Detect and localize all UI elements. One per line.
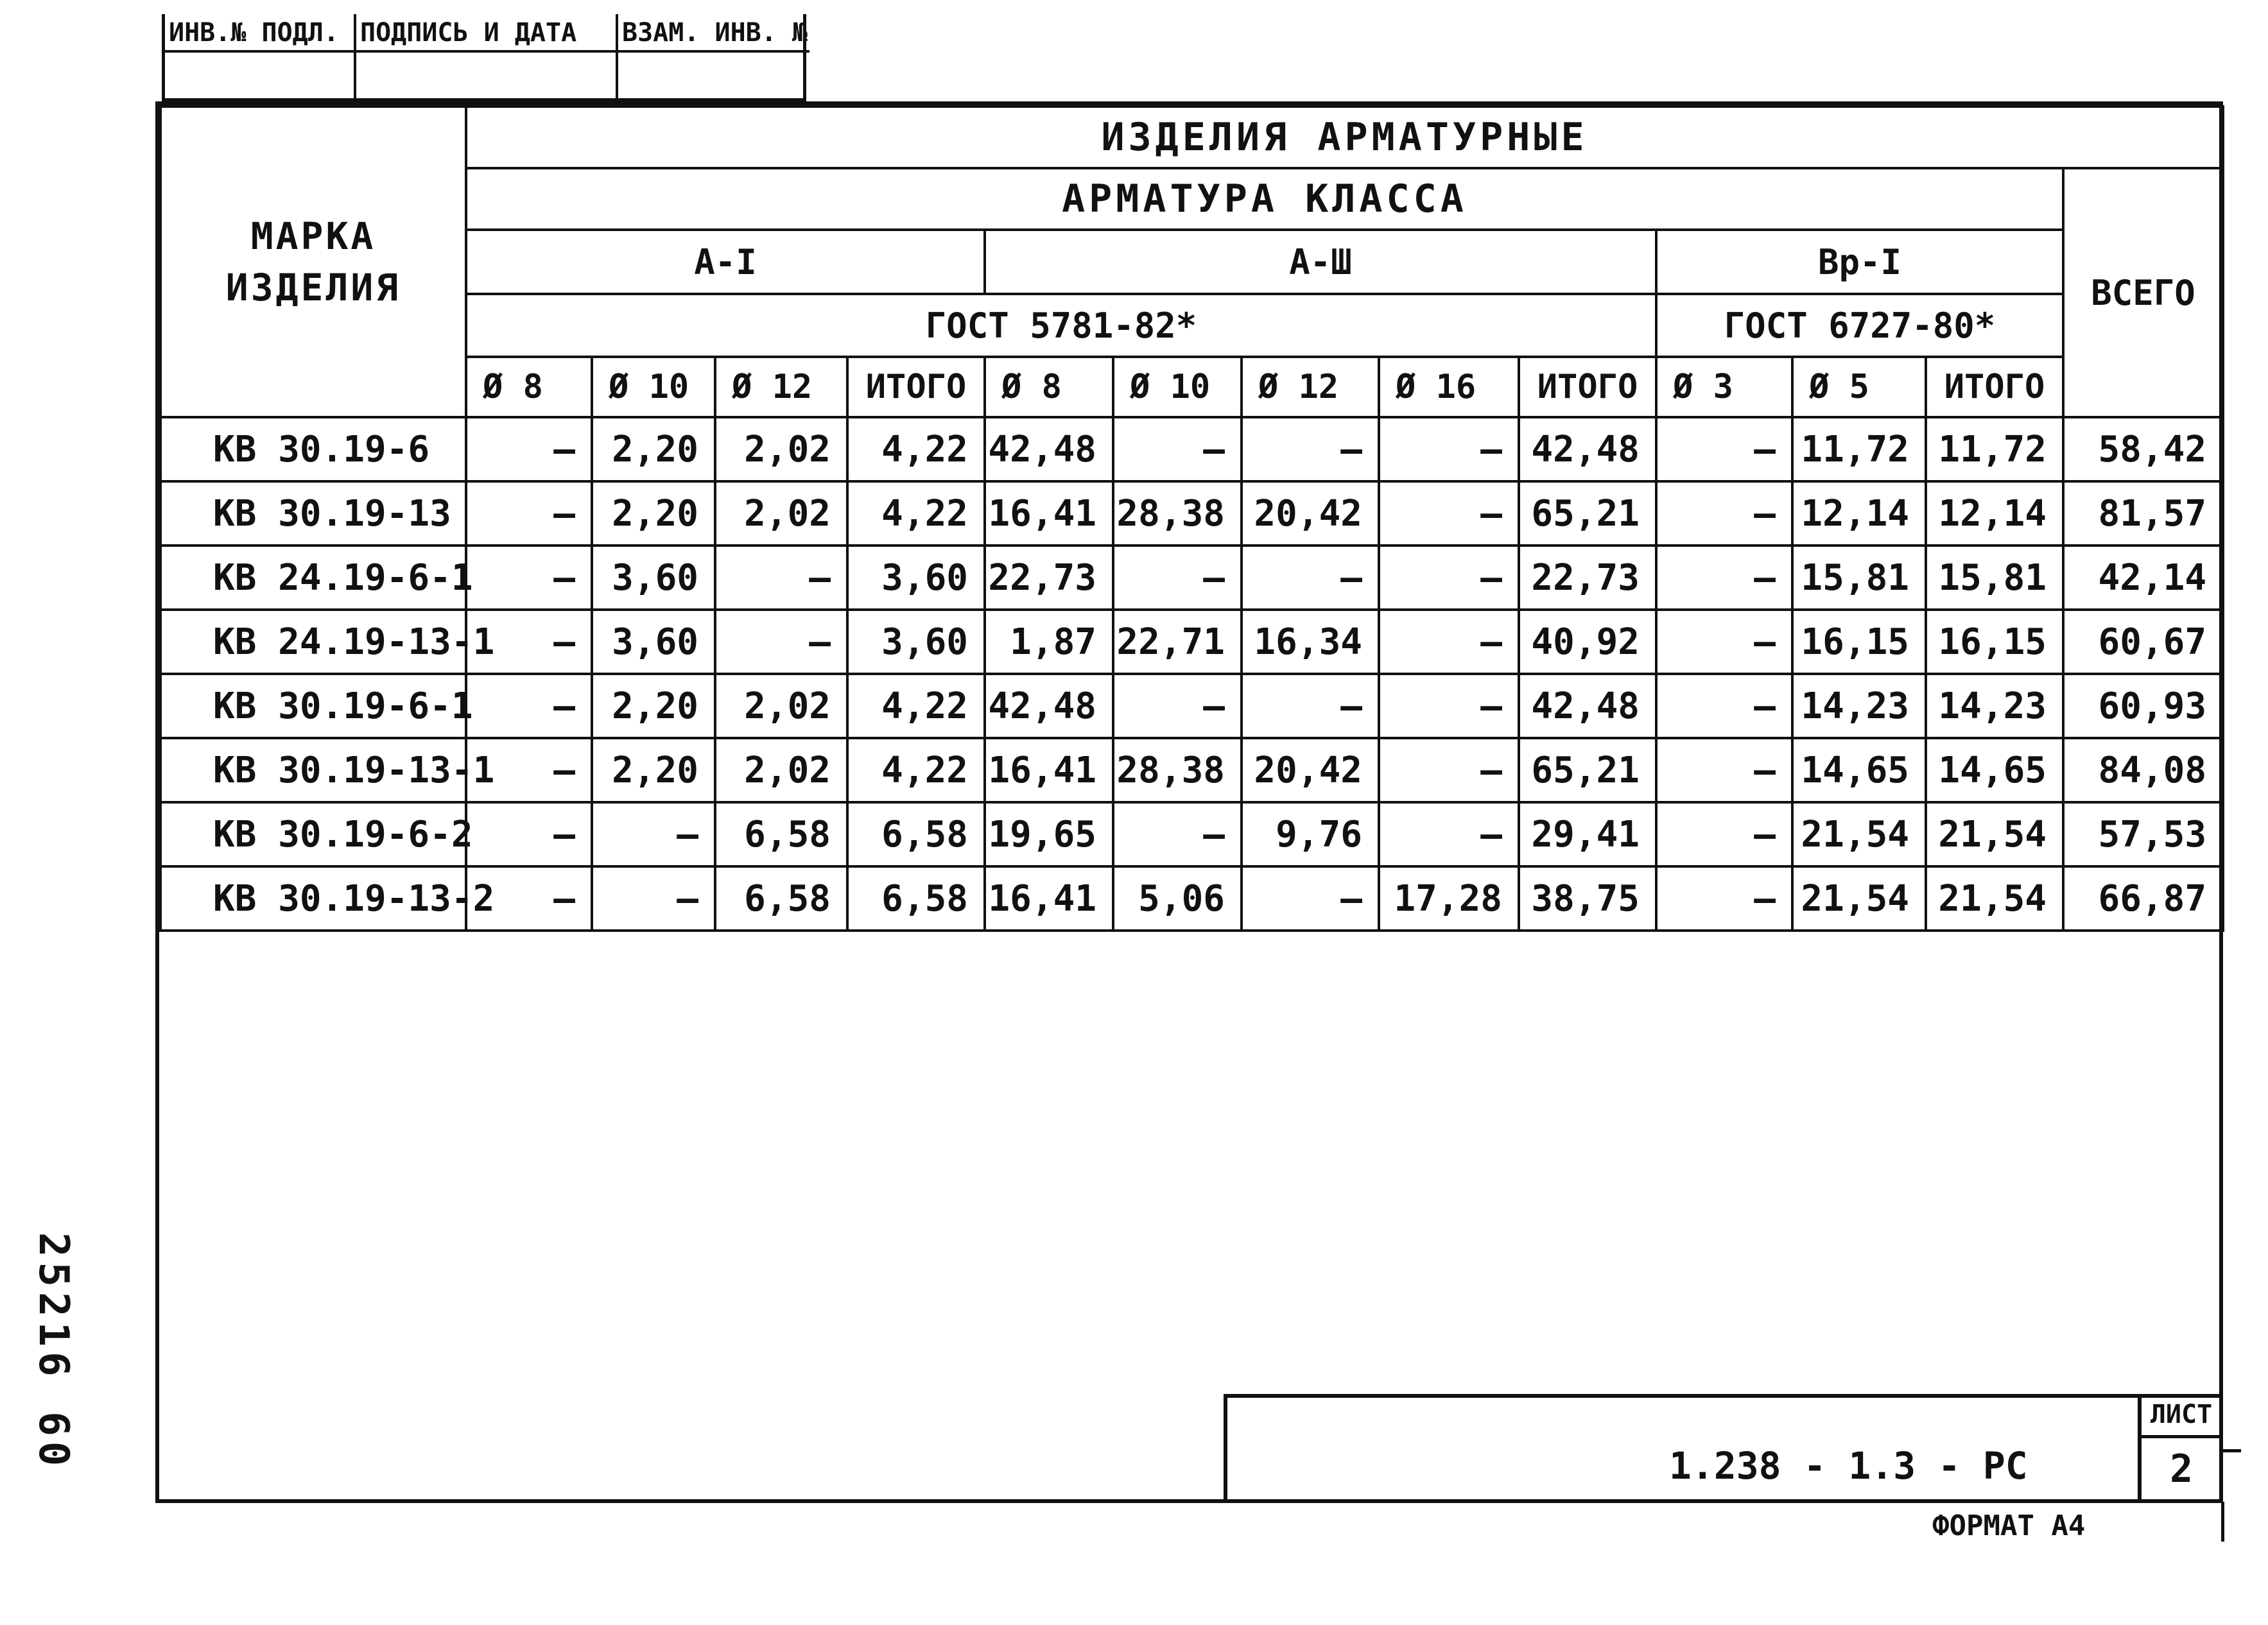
row-mark: КВ 24.19-13-1 [160,610,466,674]
table-cell: — [1242,866,1379,931]
table-cell: — [1656,802,1792,866]
table-cell: 40,92 [1519,610,1656,674]
row-mark: КВ 30.19-6-1 [160,674,466,738]
col-header: ИТОГО [847,357,985,417]
table-cell: 14,65 [1926,738,2063,802]
table-cell: 6,58 [847,866,985,931]
table-title: ИЗДЕЛИЯ АРМАТУРНЫЕ [466,107,2223,168]
table-cell: 11,72 [1926,417,2063,481]
class-a1: А-I [466,230,985,294]
table-row [160,481,2223,546]
table-cell: 4,22 [847,738,985,802]
sheet-label: ЛИСТ [2150,1400,2213,1429]
table-row [160,738,2223,802]
row-mark: КВ 30.19-6 [160,417,466,481]
table-cell: 3,60 [592,610,715,674]
table-cell: — [1242,546,1379,610]
table-cell: — [1113,802,1242,866]
table-cell: 2,02 [715,674,847,738]
table-cell: — [1379,802,1519,866]
empty-area [160,931,2223,932]
table-cell: 38,75 [1519,866,1656,931]
table-cell: 4,22 [847,481,985,546]
col-header: Ø 8 [466,357,592,417]
table-cell: 21,54 [1926,802,2063,866]
table-cell: 11,72 [1792,417,1926,481]
class-bp1: Вр-I [1656,230,2063,294]
row-mark: КВ 30.19-6-2 [160,802,466,866]
format-tick [2221,1502,2224,1542]
table-cell: 1,87 [985,610,1113,674]
table-cell: 16,41 [985,866,1113,931]
table-cell: 21,54 [1792,802,1926,866]
stamp-signature-label: ПОДПИСЬ И ДАТА [356,14,618,53]
table-cell: 14,23 [1926,674,2063,738]
edge-tick [2223,1449,2241,1452]
table-cell: — [466,802,592,866]
table-cell: — [1242,674,1379,738]
table-cell: — [1379,610,1519,674]
table-cell: 65,21 [1519,738,1656,802]
row-total: 60,93 [2063,674,2223,738]
row-total: 57,53 [2063,802,2223,866]
table-cell: 2,02 [715,738,847,802]
gost-a: ГОСТ 5781-82* [466,294,1656,357]
table-cell: 22,73 [985,546,1113,610]
row-total: 60,67 [2063,610,2223,674]
table-cell: 6,58 [715,866,847,931]
table-row [160,866,2223,931]
table-cell: 15,81 [1792,546,1926,610]
table-cell: 21,54 [1926,866,2063,931]
table-cell: 28,38 [1113,481,1242,546]
stamp-replacement-field [618,53,809,101]
table-cell: — [1242,417,1379,481]
table-cell: 2,20 [592,481,715,546]
row-mark: КВ 24.19-6-1 [160,546,466,610]
table-cell: 2,02 [715,481,847,546]
table-cell: — [592,802,715,866]
table-cell: 19,65 [985,802,1113,866]
table-cell: 16,34 [1242,610,1379,674]
document-code: 1.238 - 1.3 - РС [1669,1444,2028,1488]
class-a3: А-Ш [985,230,1656,294]
sheet-number: 2 [2169,1447,2194,1492]
table-cell: — [466,546,592,610]
table-cell: — [715,546,847,610]
table-cell: — [466,674,592,738]
col-header: ИТОГО [1519,357,1656,417]
table-cell: — [1379,546,1519,610]
table-cell: 3,60 [847,610,985,674]
stamp-inv-field [165,53,356,101]
table-cell: 20,42 [1242,481,1379,546]
table-row [160,546,2223,610]
table-row [160,674,2223,738]
col-header: Ø 12 [1242,357,1379,417]
stamp-inv-label: ИНВ.№ ПОДЛ. [165,14,356,53]
col-header: Ø 3 [1656,357,1792,417]
table-cell: 4,22 [847,417,985,481]
table-cell: — [466,610,592,674]
table-cell: 42,48 [1519,417,1656,481]
table-cell: — [715,610,847,674]
table-cell: — [1656,546,1792,610]
table-cell: — [1113,546,1242,610]
table-cell: 21,54 [1792,866,1926,931]
table-cell: 29,41 [1519,802,1656,866]
table-cell: 15,81 [1926,546,2063,610]
format-label: ФОРМАТ А4 [1932,1509,2086,1542]
table-cell: 6,58 [847,802,985,866]
table-row [160,417,2223,481]
row-total: 81,57 [2063,481,2223,546]
row-total: 84,08 [2063,738,2223,802]
table-cell: 65,21 [1519,481,1656,546]
table-cell: 12,14 [1926,481,2063,546]
sheet-divider [2142,1435,2223,1438]
table-cell: — [1656,610,1792,674]
col-header: Ø 10 [592,357,715,417]
row-total: 42,14 [2063,546,2223,610]
table-cell: — [1113,417,1242,481]
table-cell: — [466,866,592,931]
table-cell: — [1379,481,1519,546]
col-header: ИТОГО [1926,357,2063,417]
table-cell: 2,02 [715,417,847,481]
table-cell: — [466,738,592,802]
table-cell: 22,71 [1113,610,1242,674]
col-header: Ø 10 [1113,357,1242,417]
table-cell: 12,14 [1792,481,1926,546]
table-cell: 42,48 [1519,674,1656,738]
reinforcement-table [159,105,2224,932]
table-cell: 16,15 [1926,610,2063,674]
stamp-replacement-label: ВЗАМ. ИНВ. № [618,14,809,53]
table-cell: — [1379,738,1519,802]
row-mark: КВ 30.19-13-1 [160,738,466,802]
table-cell: 20,42 [1242,738,1379,802]
table-cell: — [1113,674,1242,738]
table-row [160,610,2223,674]
table-cell: 3,60 [592,546,715,610]
table-cell: 17,28 [1379,866,1519,931]
table-cell: — [1656,738,1792,802]
table-cell: 16,41 [985,481,1113,546]
table-cell: 2,20 [592,674,715,738]
table-cell: 42,48 [985,674,1113,738]
table-cell: 22,73 [1519,546,1656,610]
col-header: Ø 5 [1792,357,1926,417]
approval-stamp [162,14,806,101]
col-header: Ø 16 [1379,357,1519,417]
table-cell: 2,20 [592,738,715,802]
table-cell: 9,76 [1242,802,1379,866]
table-cell: — [592,866,715,931]
table-cell: 42,48 [985,417,1113,481]
table-cell: 28,38 [1113,738,1242,802]
col-header: Ø 12 [715,357,847,417]
col-header: Ø 8 [985,357,1113,417]
table-cell: 6,58 [715,802,847,866]
table-row [160,802,2223,866]
mark-header: МАРКА ИЗДЕЛИЯ [160,107,466,417]
table-cell: 3,60 [847,546,985,610]
gost-b: ГОСТ 6727-80* [1656,294,2063,357]
class-header: АРМАТУРА КЛАССА [466,168,2063,230]
table-body [160,417,2223,931]
table-cell: — [1656,481,1792,546]
table-cell: — [1656,417,1792,481]
row-total: 66,87 [2063,866,2223,931]
table-cell: 5,06 [1113,866,1242,931]
table-cell: — [1656,866,1792,931]
table-cell: — [1379,417,1519,481]
row-mark: КВ 30.19-13 [160,481,466,546]
table-cell: 16,41 [985,738,1113,802]
table-cell: 16,15 [1792,610,1926,674]
table-cell: — [1379,674,1519,738]
table-cell: 14,23 [1792,674,1926,738]
table-cell: — [466,481,592,546]
table-cell: — [466,417,592,481]
stamp-signature-field [356,53,618,101]
total-header: ВСЕГО [2063,168,2223,417]
table-cell: 14,65 [1792,738,1926,802]
row-total: 58,42 [2063,417,2223,481]
table-cell: 4,22 [847,674,985,738]
table-cell: 2,20 [592,417,715,481]
row-mark: КВ 30.19-13-2 [160,866,466,931]
archive-number: 25216 60 [30,1232,77,1472]
table-cell: — [1656,674,1792,738]
